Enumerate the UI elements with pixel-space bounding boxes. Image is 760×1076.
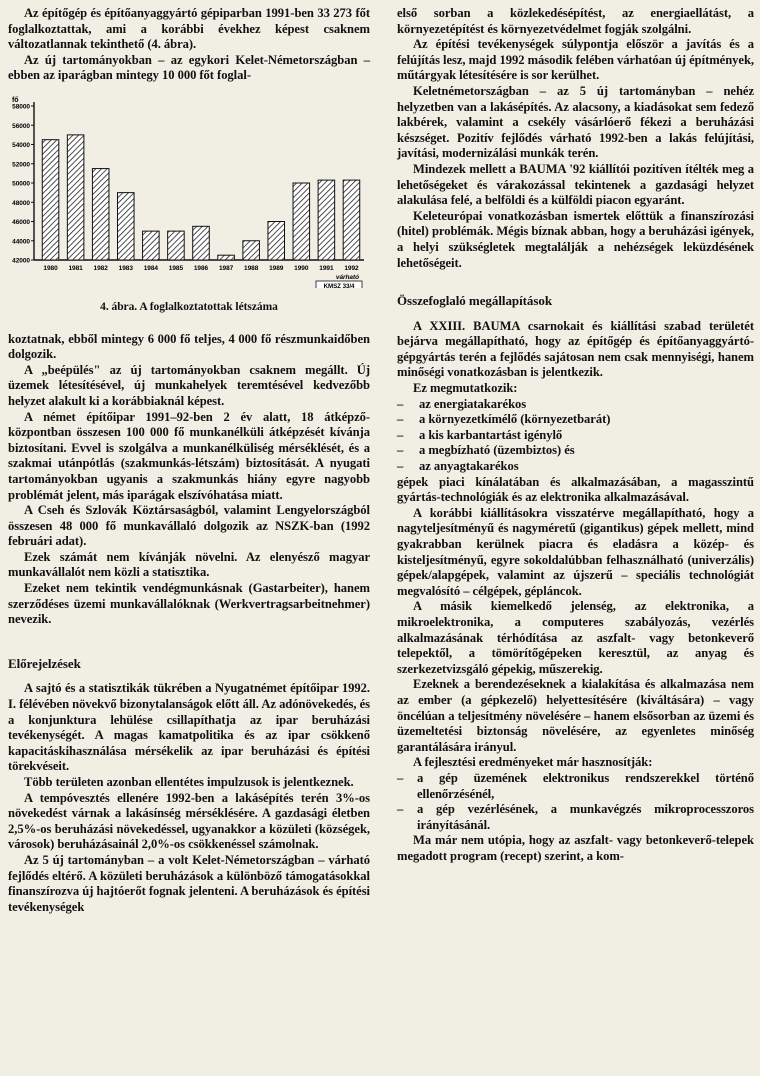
x-tick-label: 1985 [168, 264, 184, 272]
y-tick-label: 42000 [12, 257, 30, 265]
y-tick-label: 46000 [12, 218, 30, 226]
bar [117, 193, 134, 260]
paragraph: Ezek számát nem kívánják növelni. Az elenyésző magyar munkavállalót nem közli a statisztika. [8, 549, 370, 580]
bar [143, 231, 160, 260]
paragraph: Több területen azonban ellentétes impulzusok is jelentkeznek. [24, 775, 354, 789]
bar [293, 183, 310, 260]
paragraph: A tempóvesztés ellenére 1992-ben a lakásépítés terén 3%-os növekedést várnak a lakásínség mérséklésére. A gazdasági életben 2,5%-os beruházási növekedéssel, ugyanakkor a közületi (községek, városok) beruházásainál 2,0%-os csökkenéssel számolnak. [8, 790, 370, 852]
bar [343, 180, 360, 260]
bar [42, 140, 59, 260]
y-tick-label: 52000 [12, 161, 30, 169]
paragraph: A korábbi kiállításokra visszatérve megállapítható, hogy a nagyteljesítményű és nagyméretű (gigantikus) gépek mellett, mind gyakrabban kerülnek piacra és eladásra a közép- és kisteljesítményű, egyre sokoldalúbban felhasználható (univerzális) gépek/alapgépek, valamint az újszerű – speciális technológiát megvalósító – célgépek, gépláncok. [397, 505, 754, 598]
list [397, 771, 754, 833]
figure-caption: 4. ábra. A foglalkoztatottak létszáma [100, 300, 278, 313]
x-tick-label: 1986 [193, 264, 209, 272]
paragraph: Ma már nem utópia, hogy az aszfalt- vagy betonkeverő-telepek megadott program (recept) szerint, a kom- [397, 833, 754, 863]
bar [243, 241, 260, 260]
x-tick-label: 1983 [118, 264, 133, 272]
list-item: – a gép üzemének elektronikus rendszerekkel történő ellenőrzésénél, [397, 771, 754, 802]
y-tick-label: 54000 [12, 141, 30, 149]
paragraph: Ezeket nem tekintik vendégmunkásnak (Gastarbeiter), hanem szerződéses üzemi munkavállalóknak (Werkvertragsarbeitnehmer) nevezik. [8, 581, 370, 627]
paragraph: A XXIII. BAUMA csarnokait és kiállítási szabad területét bejárva megállapítható, hogy az építőgép és építőanyaggyártó-gépgyártás terén a fejlődés sajátosan nem csak mennyiségi, hanem minőségi vonatkozásban is jelentkezik. [397, 318, 754, 380]
x-tick-label: 1992 [344, 264, 359, 272]
paragraph: A Cseh és Szlovák Köztársaságból, valamint Lengyelországból összesen 48 000 fő munkavállaló dolgozik az NSZK-ban (1992 februári adat). [8, 503, 370, 549]
x-tick-label: 1987 [218, 264, 234, 272]
paragraph: Ezeknek a berendezéseknek a kialakítása és alkalmazása nem az ember (a gépkezelő) helyettesítésére (kiváltására) – vagy öncélúan a teljesítmény növelésére – hanem elsősorban az üzemi és üzemeltetési biztonság növelésére, az egyenletes minőség garantálására irányul. [397, 677, 754, 754]
x-tick-label: 1980 [43, 264, 58, 272]
list-item: – a gép vezérlésének, a munkavégzés mikroprocesszoros irányításánál. [397, 802, 754, 833]
section-heading: Összefoglaló megállapítások [397, 293, 553, 309]
bar [268, 221, 285, 260]
bar [67, 135, 84, 260]
paragraph: koztatnak, ebből mintegy 6 000 fő teljes, 4 000 fő részmunkaidőben dolgozik. [8, 331, 370, 362]
list-item: – a kis karbantartást igénylő [397, 428, 754, 444]
section-heading: Előrejelzések [8, 655, 81, 671]
paragraph: Mindezek mellett a BAUMA '92 kiállítói pozitíven ítélték meg a lehetőségeket és várakozással tekintenek a gazdasági helyzet alakulása felé, a belföldi és a külföldi piacon egyaránt. [397, 161, 754, 208]
bar [168, 231, 185, 260]
paragraph: A sajtó és a statisztikák tükrében a Nyugatnémet építőipar 1992. I. félévében növekvő bizonytalanságok előtt áll. Az adónövekedés, és a konjunktura lehülése csillapíthatja az ipar beruházási tevékenységét. A magas kamatpolitika és az ipar csökkenő kapacitáskihasználása mérsékelik az ipar beruházási és építési törekvéseit. [8, 681, 370, 774]
y-tick-label: 58000 [12, 103, 30, 111]
left-column [8, 6, 370, 915]
paragraph: Az építési tevékenységek súlypontja először a javítás és a felújítás lesz, majd 1992 második felében várhatóan új építmények, műtárgyak létesítésére is sor kerülhet. [397, 37, 755, 83]
paragraph: Az új tartományokban – az egykori Kelet-Németországban – ebben az iparágban mintegy 10 000 főt foglal- [8, 52, 370, 83]
paragraph: Ez megmutatkozik: [413, 381, 518, 396]
list-item: – a megbízható (üzembiztos) és [397, 443, 754, 459]
x-tick-label: 1989 [269, 264, 284, 272]
y-axis-label: fő [12, 96, 19, 104]
x-tick-label: 1988 [244, 264, 259, 272]
right-column [397, 6, 754, 864]
expected-label: várható [335, 273, 360, 281]
paragraph: első sorban a közlekedésépítést, az energiaellátást, a környezetépítést és környezetvédelmet fogják szolgálni. [397, 6, 754, 36]
bar [92, 169, 109, 260]
figure-employment-chart [8, 92, 370, 288]
list-item: – az energiatakarékos [397, 397, 754, 413]
paragraph: Az 5 új tartományban – a volt Kelet-Németországban – várható fejlődés eltérő. A közületi beruházások a különböző támogatásokkal finanszírozva új hajtóerőt fognak jelenteni. A beruházások és építési tevékenységek [8, 852, 370, 914]
list-item: – az anyagtakarékos [397, 459, 754, 475]
paragraph: Az építőgép és építőanyaggyártó gépiparban 1991-ben 33 273 főt foglalkoztattak, ami a korábbi évekhez képest csaknem változatlannak tekinthető (4. ábra). [8, 6, 370, 52]
paragraph: A másik kiemelkedő jelenség, az elektronika, a mikroelektronika, a computeres szabályozás, vezérlés alkalmazásának térhódítása az aszfalt- vagy betonkeverő telepektől, a tömörítőgépeken keresztül, az anyag és szerkezetvizsgáló gépekig, műszerekig. [397, 599, 754, 676]
paragraph: A fejlesztési eredményeket már hasznosítják: [413, 755, 653, 770]
y-tick-label: 56000 [12, 122, 30, 130]
paragraph: A „beépülés" az új tartományokban csaknem megállt. Új üzemek létesítésével, új munkahelyek teremtésével kedvezőbb helyzet alakult ki a korábbiaknál képest. [8, 362, 370, 408]
bar [218, 255, 235, 260]
list-item: – a környezetkímélő (környezetbarát) [397, 412, 754, 428]
x-tick-label: 1990 [294, 264, 309, 272]
paragraph: gépek piaci kínálatában és alkalmazásában, a magasszintű gyártás-technológiák és az elektronika alkalmazásával. [397, 474, 754, 505]
paragraph: A német építőipar 1991–92-ben 2 év alatt, 18 átképző-központban összesen 100 000 fő munkanélküli átképzését kívánja biztosítani. Evvel is szolgálva a munkanélküliség mérséklését, és a szakmai utánpótlás (szakmunkás-létszám) biztosítását. A nyugati tartományokban ugyanis a szakmunkás hiány egyre nagyobb problémát jelent, más iparágak elszívóhatása miatt. [8, 409, 370, 502]
x-tick-label: 1984 [143, 264, 158, 272]
bar [318, 180, 335, 260]
bar-chart [8, 92, 370, 288]
y-tick-label: 48000 [12, 199, 30, 207]
paragraph: Keletnémetországban – az 5 új tartományban – nehéz helyzetben van a lakásépítés. Az alacsony, a kiadásokat sem fedező lakbérek, valamint a csekély vásárlóerő fékezi a beruházási készséget. Pozitív fejlődés várható 1992-ben a lakás felújítási, javítási, modernizálási munkák terén. [397, 83, 754, 161]
x-tick-label: 1991 [319, 264, 334, 272]
paragraph: Keleteurópai vonatkozásban ismertek előttük a finanszírozási (hitel) problémák. Mégis bíznak abban, hogy a beruházási igények, a helyi szükségletek megtalálják a nehézségek leküzdésének lehetőségeit. [397, 208, 754, 270]
y-tick-label: 44000 [12, 238, 30, 246]
x-tick-label: 1982 [93, 264, 108, 272]
bar [193, 226, 210, 260]
x-tick-label: 1981 [68, 264, 83, 272]
list [397, 397, 754, 475]
source-label: KMSZ 33/4 [323, 282, 355, 288]
y-tick-label: 50000 [12, 180, 30, 188]
